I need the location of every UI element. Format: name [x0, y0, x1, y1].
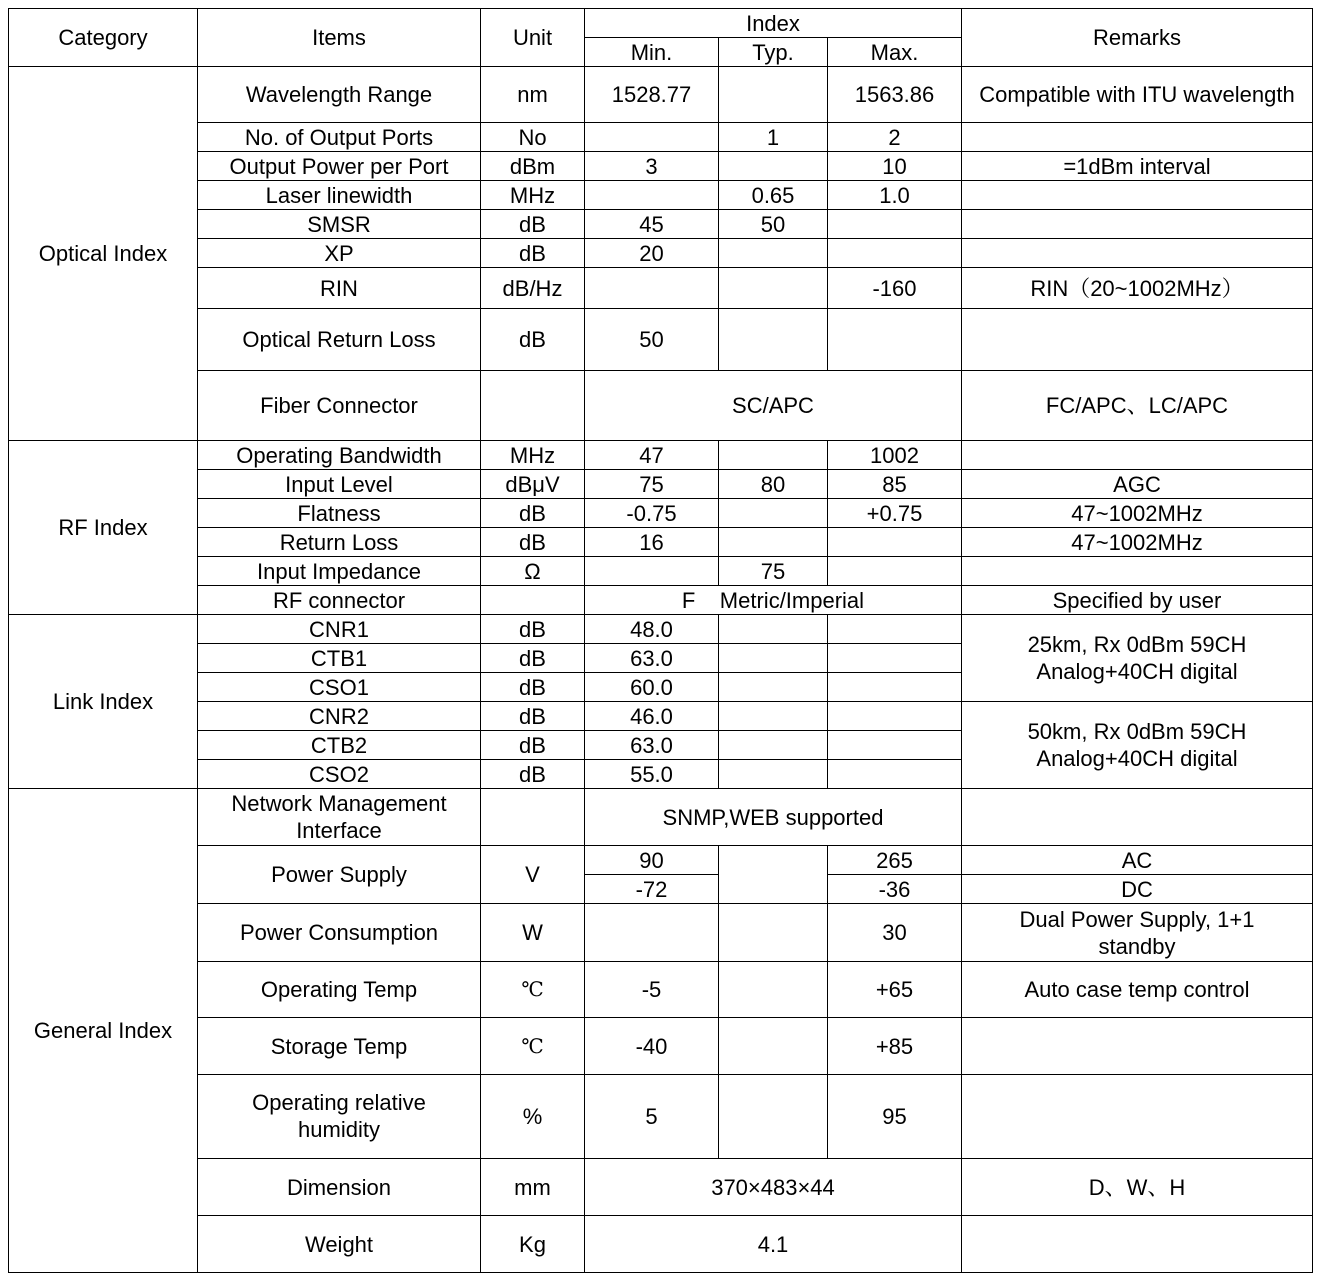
table-row — [9, 846, 1313, 875]
value-cell: 370×483×44 — [585, 1159, 962, 1216]
remark-cell: AGC — [962, 470, 1313, 499]
item-cell: Laser linewidth — [198, 181, 481, 210]
max-cell — [828, 644, 962, 673]
min-cell — [585, 181, 719, 210]
table-row — [9, 123, 1313, 152]
table-row — [9, 441, 1313, 470]
remark-cell — [962, 239, 1313, 268]
remark-cell: Specified by user — [962, 586, 1313, 615]
max-cell: -160 — [828, 268, 962, 309]
max-cell: +65 — [828, 962, 962, 1018]
item-cell: Input Level — [198, 470, 481, 499]
max-cell: 95 — [828, 1075, 962, 1159]
unit-cell: dB — [481, 702, 585, 731]
min-cell: 47 — [585, 441, 719, 470]
unit-cell: W — [481, 904, 585, 962]
remark-cell: FC/APC、LC/APC — [962, 371, 1313, 441]
min-cell: 50 — [585, 309, 719, 371]
min-cell: 75 — [585, 470, 719, 499]
table-row — [9, 1216, 1313, 1273]
category-link: Link Index — [9, 615, 198, 789]
item-cell: Network Management Interface — [198, 789, 481, 846]
table-row — [9, 181, 1313, 210]
min-cell — [585, 123, 719, 152]
unit-cell: dB — [481, 615, 585, 644]
max-cell: +0.75 — [828, 499, 962, 528]
table-row — [9, 1075, 1313, 1159]
typ-cell — [719, 309, 828, 371]
unit-cell — [481, 789, 585, 846]
unit-cell: V — [481, 846, 585, 904]
max-cell: 1002 — [828, 441, 962, 470]
min-cell: 20 — [585, 239, 719, 268]
min-cell — [585, 268, 719, 309]
max-cell: -36 — [828, 875, 962, 904]
remark-cell — [962, 1018, 1313, 1075]
max-cell: 10 — [828, 152, 962, 181]
item-cell: RF connector — [198, 586, 481, 615]
remark-cell: D、W、H — [962, 1159, 1313, 1216]
header-items: Items — [198, 9, 481, 67]
typ-cell — [719, 673, 828, 702]
remark-cell: 25km, Rx 0dBm 59CH Analog+40CH digital — [962, 615, 1313, 702]
min-cell: 48.0 — [585, 615, 719, 644]
unit-cell: dBm — [481, 152, 585, 181]
typ-cell — [719, 239, 828, 268]
min-cell: 3 — [585, 152, 719, 181]
value-cell: SNMP,WEB supported — [585, 789, 962, 846]
typ-cell — [719, 760, 828, 789]
typ-cell — [719, 644, 828, 673]
item-cell: Optical Return Loss — [198, 309, 481, 371]
item-cell: Power Consumption — [198, 904, 481, 962]
table-row — [9, 557, 1313, 586]
unit-cell: ℃ — [481, 1018, 585, 1075]
remark-cell — [962, 1216, 1313, 1273]
unit-cell: Ω — [481, 557, 585, 586]
remark-cell — [962, 1075, 1313, 1159]
typ-cell: 75 — [719, 557, 828, 586]
item-cell: Return Loss — [198, 528, 481, 557]
min-cell: 90 — [585, 846, 719, 875]
item-cell: RIN — [198, 268, 481, 309]
max-cell: 265 — [828, 846, 962, 875]
item-cell: Wavelength Range — [198, 67, 481, 123]
typ-cell — [719, 528, 828, 557]
min-cell: -72 — [585, 875, 719, 904]
remark-cell: 47~1002MHz — [962, 528, 1313, 557]
header-index: Index — [585, 9, 962, 38]
header-typ: Typ. — [719, 38, 828, 67]
table-row — [9, 67, 1313, 123]
max-cell — [828, 557, 962, 586]
unit-cell: Kg — [481, 1216, 585, 1273]
unit-cell: dB — [481, 673, 585, 702]
unit-cell: mm — [481, 1159, 585, 1216]
unit-cell: dB — [481, 644, 585, 673]
item-cell: CTB2 — [198, 731, 481, 760]
item-cell: Power Supply — [198, 846, 481, 904]
table-row — [9, 470, 1313, 499]
table-row — [9, 152, 1313, 181]
remark-cell — [962, 789, 1313, 846]
item-cell: SMSR — [198, 210, 481, 239]
item-cell: CNR2 — [198, 702, 481, 731]
item-cell: XP — [198, 239, 481, 268]
max-cell — [828, 239, 962, 268]
max-cell — [828, 528, 962, 557]
header-min: Min. — [585, 38, 719, 67]
value-cell: SC/APC — [585, 371, 962, 441]
header-row — [9, 9, 1313, 38]
typ-cell — [719, 904, 828, 962]
min-cell — [585, 904, 719, 962]
item-cell: Operating Temp — [198, 962, 481, 1018]
table-row — [9, 586, 1313, 615]
typ-cell — [719, 846, 828, 904]
unit-cell: dB — [481, 309, 585, 371]
item-cell: Operating relative humidity — [198, 1075, 481, 1159]
item-cell: Input Impedance — [198, 557, 481, 586]
unit-cell — [481, 586, 585, 615]
value-cell: 4.1 — [585, 1216, 962, 1273]
max-cell — [828, 702, 962, 731]
typ-cell — [719, 1075, 828, 1159]
min-cell: 45 — [585, 210, 719, 239]
item-cell: CTB1 — [198, 644, 481, 673]
table-row — [9, 371, 1313, 441]
typ-cell — [719, 731, 828, 760]
remark-cell — [962, 210, 1313, 239]
item-cell: CSO2 — [198, 760, 481, 789]
table-row — [9, 1018, 1313, 1075]
typ-cell — [719, 1018, 828, 1075]
max-cell: 85 — [828, 470, 962, 499]
max-cell — [828, 673, 962, 702]
remark-cell — [962, 181, 1313, 210]
typ-cell — [719, 615, 828, 644]
typ-cell — [719, 152, 828, 181]
min-cell: -0.75 — [585, 499, 719, 528]
table-row — [9, 268, 1313, 309]
unit-cell: No — [481, 123, 585, 152]
item-cell: Output Power per Port — [198, 152, 481, 181]
unit-cell: dB — [481, 528, 585, 557]
header-max: Max. — [828, 38, 962, 67]
table-row — [9, 528, 1313, 557]
max-cell — [828, 615, 962, 644]
table-row — [9, 309, 1313, 371]
specification-table — [8, 8, 1313, 1273]
unit-cell — [481, 371, 585, 441]
remark-cell: Dual Power Supply, 1+1 standby — [962, 904, 1313, 962]
max-cell — [828, 309, 962, 371]
max-cell: +85 — [828, 1018, 962, 1075]
max-cell: 30 — [828, 904, 962, 962]
remark-cell: Compatible with ITU wavelength — [962, 67, 1313, 123]
typ-cell: 0.65 — [719, 181, 828, 210]
item-cell: Storage Temp — [198, 1018, 481, 1075]
remark-cell: Auto case temp control — [962, 962, 1313, 1018]
item-cell: Operating Bandwidth — [198, 441, 481, 470]
unit-cell: nm — [481, 67, 585, 123]
table-row — [9, 962, 1313, 1018]
header-remarks: Remarks — [962, 9, 1313, 67]
item-cell: Weight — [198, 1216, 481, 1273]
remark-cell: =1dBm interval — [962, 152, 1313, 181]
typ-cell — [719, 67, 828, 123]
remark-cell — [962, 309, 1313, 371]
remark-cell — [962, 557, 1313, 586]
remark-cell: 50km, Rx 0dBm 59CH Analog+40CH digital — [962, 702, 1313, 789]
unit-cell: dB — [481, 239, 585, 268]
unit-cell: MHz — [481, 441, 585, 470]
remark-cell: 47~1002MHz — [962, 499, 1313, 528]
max-cell — [828, 210, 962, 239]
unit-cell: dB/Hz — [481, 268, 585, 309]
remark-cell: RIN（20~1002MHz） — [962, 268, 1313, 309]
table-row — [9, 499, 1313, 528]
max-cell: 1.0 — [828, 181, 962, 210]
min-cell — [585, 557, 719, 586]
unit-cell: % — [481, 1075, 585, 1159]
typ-cell — [719, 962, 828, 1018]
item-cell: Fiber Connector — [198, 371, 481, 441]
typ-cell — [719, 441, 828, 470]
remark-cell: AC — [962, 846, 1313, 875]
table-row — [9, 210, 1313, 239]
unit-cell: dB — [481, 760, 585, 789]
item-cell: Flatness — [198, 499, 481, 528]
value-cell: F Metric/Imperial — [585, 586, 962, 615]
header-category: Category — [9, 9, 198, 67]
min-cell: 16 — [585, 528, 719, 557]
unit-cell: dB — [481, 731, 585, 760]
unit-cell: ℃ — [481, 962, 585, 1018]
remark-cell — [962, 123, 1313, 152]
typ-cell — [719, 268, 828, 309]
table-row — [9, 615, 1313, 644]
item-cell: CSO1 — [198, 673, 481, 702]
max-cell — [828, 731, 962, 760]
min-cell: -40 — [585, 1018, 719, 1075]
table-row — [9, 1159, 1313, 1216]
min-cell: 63.0 — [585, 731, 719, 760]
table-row — [9, 904, 1313, 962]
max-cell: 2 — [828, 123, 962, 152]
min-cell: 55.0 — [585, 760, 719, 789]
max-cell: 1563.86 — [828, 67, 962, 123]
item-cell: Dimension — [198, 1159, 481, 1216]
remark-cell: DC — [962, 875, 1313, 904]
unit-cell: dB — [481, 499, 585, 528]
typ-cell: 80 — [719, 470, 828, 499]
unit-cell: dB — [481, 210, 585, 239]
max-cell — [828, 760, 962, 789]
table-row — [9, 702, 1313, 731]
typ-cell: 50 — [719, 210, 828, 239]
header-unit: Unit — [481, 9, 585, 67]
category-optical: Optical Index — [9, 67, 198, 441]
typ-cell: 1 — [719, 123, 828, 152]
remark-cell — [962, 441, 1313, 470]
unit-cell: MHz — [481, 181, 585, 210]
category-rf: RF Index — [9, 441, 198, 615]
min-cell: 5 — [585, 1075, 719, 1159]
min-cell: 46.0 — [585, 702, 719, 731]
min-cell: 1528.77 — [585, 67, 719, 123]
item-cell: No. of Output Ports — [198, 123, 481, 152]
min-cell: 60.0 — [585, 673, 719, 702]
unit-cell: dBμV — [481, 470, 585, 499]
typ-cell — [719, 499, 828, 528]
table-row — [9, 789, 1313, 846]
category-general: General Index — [9, 789, 198, 1273]
table-row — [9, 239, 1313, 268]
typ-cell — [719, 702, 828, 731]
min-cell: -5 — [585, 962, 719, 1018]
item-cell: CNR1 — [198, 615, 481, 644]
min-cell: 63.0 — [585, 644, 719, 673]
